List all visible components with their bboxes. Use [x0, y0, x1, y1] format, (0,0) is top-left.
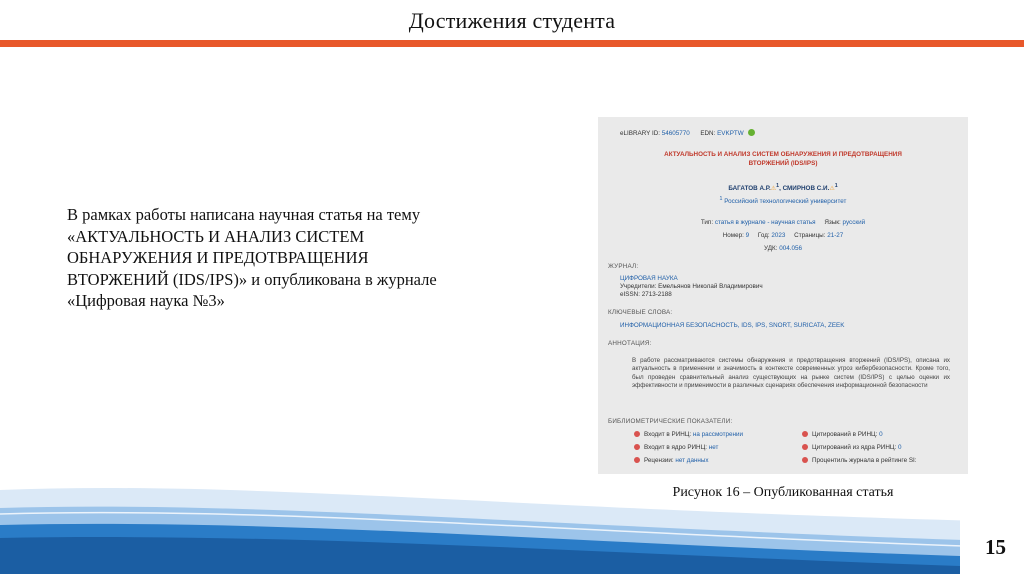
metric-label: Входит в ядро РИНЦ: — [644, 444, 708, 451]
author-2-sup: 1 — [834, 183, 838, 189]
author-1-sup: 1 — [776, 183, 780, 189]
question-icon — [634, 457, 640, 463]
metric-label: Цитирований из ядра РИНЦ: — [812, 444, 897, 451]
article-authors: БАГАТОВ А.Р.⚠$^1$, СМИРНОВ С.И.⚠$^1$ — [728, 183, 838, 193]
metric-right-2 — [802, 444, 902, 452]
keywords-list: ИНФОРМАЦИОННАЯ БЕЗОПАСНОСТЬ, IDS, IPS, SNORT, SURICATA, ZEEK — [620, 322, 845, 329]
edn-status-icon — [748, 129, 755, 136]
article-type-row — [598, 219, 968, 227]
metric-right-3 — [802, 457, 917, 465]
udk-value: 004.056 — [779, 245, 802, 252]
abstract-text: В работе рассматриваются системы обнаружения и предотвращения вторжений (IDS/IPS), описана их актуальность в применении и значимость в контексте современных угроз кибербезопасности. Кроме того, был проведен сравнительный анализ существующих на рынке систем (IDS/IPS) с целью оценки их эффективности и применимости в различных сценариях обеспечения информационной безопасности — [632, 357, 950, 389]
journal-eissn: eISSN: 2713-2188 — [620, 291, 672, 298]
metric-left-1 — [634, 431, 743, 439]
body-line: В рамках работы написана научная статья на тему — [67, 205, 421, 224]
slide-title: Достижения студента — [408, 8, 616, 33]
number-value: 9 — [745, 232, 750, 239]
metric-left-3 — [634, 457, 709, 465]
type-label: Тип: — [700, 219, 714, 226]
body-line: ВТОРЖЕНИЙ (IDS/IPS)» и опубликована в журнале — [67, 269, 437, 289]
question-icon — [634, 444, 640, 450]
pages-label: Страницы: — [794, 232, 826, 239]
decorative-waves — [0, 470, 1024, 574]
metric-label: Рецензии: — [644, 457, 674, 464]
number-label: Номер: — [722, 232, 744, 239]
year-label: Год: — [757, 232, 770, 239]
author-2: СМИРНОВ С.И. — [782, 185, 830, 193]
type-value: статья в журнале - научная статья — [714, 219, 816, 226]
article-udk-row — [598, 245, 968, 253]
author-icon: ⚠ — [770, 186, 777, 193]
page-number: 15 — [985, 535, 1006, 559]
lang-value: русский — [842, 219, 866, 226]
journal-name: ЦИФРОВАЯ НАУКА — [620, 275, 678, 282]
lang-label: Язык: — [824, 219, 841, 226]
metric-value: нет — [708, 444, 719, 451]
elibrary-label: eLIBRARY ID: — [620, 130, 661, 137]
pages-value: 21-27 — [827, 232, 844, 239]
abstract-header: АННОТАЦИЯ: — [608, 340, 652, 347]
author-icon: ⚠ — [829, 186, 835, 193]
metric-value: нет данных — [675, 457, 709, 464]
metric-value: 0 — [879, 431, 883, 438]
article-title: АКТУАЛЬНОСТЬ И АНАЛИЗ СИСТЕМ ОБНАРУЖЕНИЯ И ПРЕДОТВРАЩЕНИЯ — [664, 151, 902, 158]
edn-label: EDN: — [700, 130, 716, 137]
body-line: «АКТУАЛЬНОСТЬ И АНАЛИЗ СИСТЕМ — [67, 226, 365, 246]
metric-value: на рассмотрении — [692, 431, 744, 438]
affiliation-sup: 1 — [719, 196, 723, 202]
biblio-header: БИБЛИОМЕТРИЧЕСКИЕ ПОКАЗАТЕЛИ: — [608, 418, 733, 425]
keywords-header: КЛЮЧЕВЫЕ СЛОВА: — [608, 309, 673, 316]
article-screenshot — [598, 117, 968, 474]
body-line: «Цифровая наука №3» — [67, 291, 225, 310]
figure-caption: Рисунок 16 – Опубликованная статья — [672, 485, 894, 500]
journal-founders: Учредители: Емельянов Николай Владимирович — [620, 283, 763, 290]
article-issue-row — [598, 232, 968, 240]
metric-value: 0 — [898, 444, 902, 451]
body-line: ОБНАРУЖЕНИЯ И ПРЕДОТВРАЩЕНИЯ — [67, 248, 369, 267]
udk-label: УДК: — [764, 245, 778, 252]
metric-right-1 — [802, 431, 883, 439]
metric-label: Входит в РИНЦ: — [644, 431, 692, 438]
title-divider — [0, 40, 1024, 47]
question-icon — [802, 431, 808, 437]
question-icon — [634, 431, 640, 437]
affiliation-name: Российский технологический университет — [724, 198, 847, 206]
journal-header: ЖУРНАЛ: — [608, 263, 639, 270]
year-value: 2023 — [771, 232, 786, 239]
metric-label: Процентиль журнала в рейтинге SI: — [812, 457, 917, 464]
question-icon — [802, 444, 808, 450]
metric-label: Цитирований в РИНЦ: — [812, 431, 878, 438]
metric-left-2 — [634, 444, 718, 452]
article-ids — [620, 129, 755, 138]
elibrary-id: 54605770 — [661, 130, 690, 137]
question-icon — [802, 457, 808, 463]
article-title-line2: ВТОРЖЕНИЙ (IDS/IPS) — [748, 160, 818, 167]
body-text — [67, 204, 517, 312]
edn-value: EVKPTW — [717, 130, 744, 137]
author-1: БАГАТОВ А.Р. — [728, 185, 771, 193]
affiliation — [598, 195, 968, 206]
